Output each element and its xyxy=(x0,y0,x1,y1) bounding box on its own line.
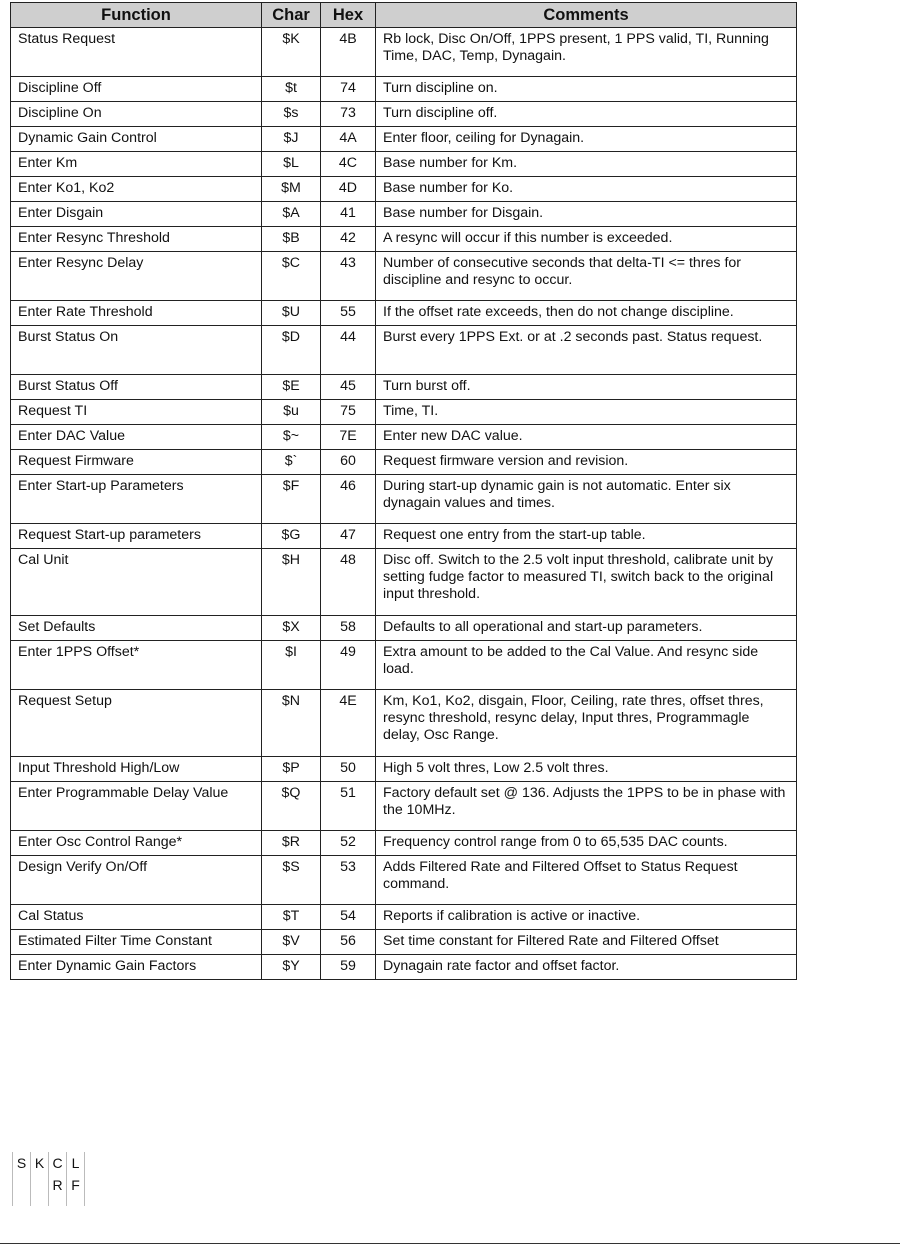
legend-strip xyxy=(12,1152,85,1206)
table-row xyxy=(11,326,797,375)
cell-hex: 50 xyxy=(321,757,376,782)
cell-char: $H xyxy=(262,549,321,616)
cell-hex: 74 xyxy=(321,77,376,102)
cell-char: $J xyxy=(262,127,321,152)
cell-function: Enter Start-up Parameters xyxy=(11,475,262,524)
cell-hex: 73 xyxy=(321,102,376,127)
cell-function: Estimated Filter Time Constant xyxy=(11,930,262,955)
table-row xyxy=(11,127,797,152)
cell-function: Enter Ko1, Ko2 xyxy=(11,177,262,202)
cell-hex: 4E xyxy=(321,690,376,757)
cell-function: Set Defaults xyxy=(11,616,262,641)
cell-char: $` xyxy=(262,450,321,475)
cell-char: $T xyxy=(262,905,321,930)
table-row xyxy=(11,301,797,326)
cell-function: Enter Dynamic Gain Factors xyxy=(11,955,262,980)
cell-function: Enter DAC Value xyxy=(11,425,262,450)
cell-comments: Burst every 1PPS Ext. or at .2 seconds past. Status request. xyxy=(376,326,797,375)
cell-comments: Reports if calibration is active or inactive. xyxy=(376,905,797,930)
cell-function: Request TI xyxy=(11,400,262,425)
cell-char: $L xyxy=(262,152,321,177)
table-row xyxy=(11,856,797,905)
cell-comments: Enter new DAC value. xyxy=(376,425,797,450)
cell-function: Enter 1PPS Offset* xyxy=(11,641,262,690)
cell-function: Burst Status Off xyxy=(11,375,262,400)
cell-function: Status Request xyxy=(11,28,262,77)
cell-function: Cal Status xyxy=(11,905,262,930)
table-row xyxy=(11,616,797,641)
cell-comments: Adds Filtered Rate and Filtered Offset to Status Request command. xyxy=(376,856,797,905)
legend-column xyxy=(13,1152,31,1206)
table-row xyxy=(11,757,797,782)
cell-function: Enter Resync Delay xyxy=(11,252,262,301)
table-row xyxy=(11,475,797,524)
table-body xyxy=(11,28,797,980)
cell-hex: 4D xyxy=(321,177,376,202)
cell-comments: Defaults to all operational and start-up parameters. xyxy=(376,616,797,641)
cell-hex: 47 xyxy=(321,524,376,549)
cell-function: Discipline Off xyxy=(11,77,262,102)
cell-char: $V xyxy=(262,930,321,955)
table-row xyxy=(11,177,797,202)
cell-comments: Request firmware version and revision. xyxy=(376,450,797,475)
table-row xyxy=(11,28,797,77)
cell-hex: 42 xyxy=(321,227,376,252)
cell-char: $N xyxy=(262,690,321,757)
cell-comments: If the offset rate exceeds, then do not change discipline. xyxy=(376,301,797,326)
cell-hex: 49 xyxy=(321,641,376,690)
table-row xyxy=(11,102,797,127)
cell-char: $Y xyxy=(262,955,321,980)
cell-function: Dynamic Gain Control xyxy=(11,127,262,152)
table-row xyxy=(11,425,797,450)
command-table xyxy=(10,2,797,980)
cell-comments: Time, TI. xyxy=(376,400,797,425)
cell-hex: 54 xyxy=(321,905,376,930)
cell-function: Discipline On xyxy=(11,102,262,127)
table-row xyxy=(11,524,797,549)
cell-char: $A xyxy=(262,202,321,227)
cell-char: $K xyxy=(262,28,321,77)
cell-comments: A resync will occur if this number is exceeded. xyxy=(376,227,797,252)
cell-comments: Base number for Km. xyxy=(376,152,797,177)
cell-function: Enter Resync Threshold xyxy=(11,227,262,252)
cell-hex: 75 xyxy=(321,400,376,425)
header-char: Char xyxy=(262,3,321,28)
cell-char: $P xyxy=(262,757,321,782)
cell-function: Cal Unit xyxy=(11,549,262,616)
legend-top-letter: S xyxy=(16,1155,27,1171)
cell-function: Request Start-up parameters xyxy=(11,524,262,549)
cell-comments: Enter floor, ceiling for Dynagain. xyxy=(376,127,797,152)
cell-char: $E xyxy=(262,375,321,400)
cell-char: $G xyxy=(262,524,321,549)
cell-hex: 41 xyxy=(321,202,376,227)
cell-hex: 7E xyxy=(321,425,376,450)
cell-hex: 55 xyxy=(321,301,376,326)
cell-function: Input Threshold High/Low xyxy=(11,757,262,782)
cell-hex: 46 xyxy=(321,475,376,524)
legend-column xyxy=(31,1152,49,1206)
legend-column xyxy=(67,1152,85,1206)
cell-char: $X xyxy=(262,616,321,641)
cell-hex: 53 xyxy=(321,856,376,905)
cell-function: Design Verify On/Off xyxy=(11,856,262,905)
table-row xyxy=(11,400,797,425)
legend-column xyxy=(49,1152,67,1206)
table-row xyxy=(11,227,797,252)
cell-char: $S xyxy=(262,856,321,905)
cell-function: Enter Disgain xyxy=(11,202,262,227)
cell-comments: Disc off. Switch to the 2.5 volt input threshold, calibrate unit by setting fudge factor to measured TI, switch back to the original input threshold. xyxy=(376,549,797,616)
cell-comments: Turn discipline off. xyxy=(376,102,797,127)
cell-function: Enter Programmable Delay Value xyxy=(11,782,262,831)
header-hex: Hex xyxy=(321,3,376,28)
cell-char: $Q xyxy=(262,782,321,831)
cell-hex: 4C xyxy=(321,152,376,177)
cell-char: $B xyxy=(262,227,321,252)
cell-comments: Base number for Ko. xyxy=(376,177,797,202)
cell-comments: Extra amount to be added to the Cal Value. And resync side load. xyxy=(376,641,797,690)
table-row xyxy=(11,375,797,400)
cell-char: $~ xyxy=(262,425,321,450)
cell-hex: 58 xyxy=(321,616,376,641)
cell-char: $M xyxy=(262,177,321,202)
table-row xyxy=(11,955,797,980)
cell-char: $s xyxy=(262,102,321,127)
cell-comments: High 5 volt thres, Low 2.5 volt thres. xyxy=(376,757,797,782)
table-row xyxy=(11,930,797,955)
cell-char: $U xyxy=(262,301,321,326)
cell-comments: Rb lock, Disc On/Off, 1PPS present, 1 PPS valid, TI, Running Time, DAC, Temp, Dynagain. xyxy=(376,28,797,77)
cell-function: Enter Rate Threshold xyxy=(11,301,262,326)
cell-char: $I xyxy=(262,641,321,690)
cell-comments: Set time constant for Filtered Rate and Filtered Offset xyxy=(376,930,797,955)
cell-char: $D xyxy=(262,326,321,375)
cell-comments: Turn discipline on. xyxy=(376,77,797,102)
cell-hex: 44 xyxy=(321,326,376,375)
cell-char: $R xyxy=(262,831,321,856)
cell-comments: Factory default set @ 136. Adjusts the 1PPS to be in phase with the 10MHz. xyxy=(376,782,797,831)
cell-function: Enter Km xyxy=(11,152,262,177)
cell-comments: Number of consecutive seconds that delta-TI <= thres for discipline and resync to occur. xyxy=(376,252,797,301)
footer-rule xyxy=(0,1243,900,1244)
cell-comments: Frequency control range from 0 to 65,535 DAC counts. xyxy=(376,831,797,856)
cell-function: Burst Status On xyxy=(11,326,262,375)
legend-bottom-letter: R xyxy=(52,1177,63,1193)
cell-function: Request Firmware xyxy=(11,450,262,475)
cell-char: $F xyxy=(262,475,321,524)
header-function: Function xyxy=(11,3,262,28)
legend-top-letter: K xyxy=(34,1155,45,1171)
cell-comments: Request one entry from the start-up table. xyxy=(376,524,797,549)
cell-hex: 4A xyxy=(321,127,376,152)
table-row xyxy=(11,77,797,102)
table-row xyxy=(11,202,797,227)
cell-comments: Km, Ko1, Ko2, disgain, Floor, Ceiling, rate thres, offset thres, resync threshold, resync delay, Input thres, Programmagle delay, Osc Range. xyxy=(376,690,797,757)
cell-function: Request Setup xyxy=(11,690,262,757)
table-row xyxy=(11,450,797,475)
cell-hex: 60 xyxy=(321,450,376,475)
table-row xyxy=(11,549,797,616)
cell-char: $t xyxy=(262,77,321,102)
table-row xyxy=(11,152,797,177)
table-header-row xyxy=(11,3,797,28)
cell-char: $C xyxy=(262,252,321,301)
cell-hex: 56 xyxy=(321,930,376,955)
cell-comments: Turn burst off. xyxy=(376,375,797,400)
table-row xyxy=(11,831,797,856)
cell-comments: Dynagain rate factor and offset factor. xyxy=(376,955,797,980)
table-row xyxy=(11,905,797,930)
cell-hex: 4B xyxy=(321,28,376,77)
cell-hex: 51 xyxy=(321,782,376,831)
cell-hex: 48 xyxy=(321,549,376,616)
legend-row xyxy=(13,1152,85,1206)
cell-hex: 52 xyxy=(321,831,376,856)
cell-hex: 43 xyxy=(321,252,376,301)
table-row xyxy=(11,782,797,831)
legend-bottom-letter: F xyxy=(71,1177,80,1193)
legend-top-letter: C xyxy=(52,1155,63,1171)
table-row xyxy=(11,252,797,301)
cell-comments: During start-up dynamic gain is not automatic. Enter six dynagain values and times. xyxy=(376,475,797,524)
cell-function: Enter Osc Control Range* xyxy=(11,831,262,856)
header-comments: Comments xyxy=(376,3,797,28)
legend-top-letter: L xyxy=(71,1155,80,1171)
cell-char: $u xyxy=(262,400,321,425)
cell-comments: Base number for Disgain. xyxy=(376,202,797,227)
cell-hex: 45 xyxy=(321,375,376,400)
cell-hex: 59 xyxy=(321,955,376,980)
table-row xyxy=(11,641,797,690)
table-row xyxy=(11,690,797,757)
